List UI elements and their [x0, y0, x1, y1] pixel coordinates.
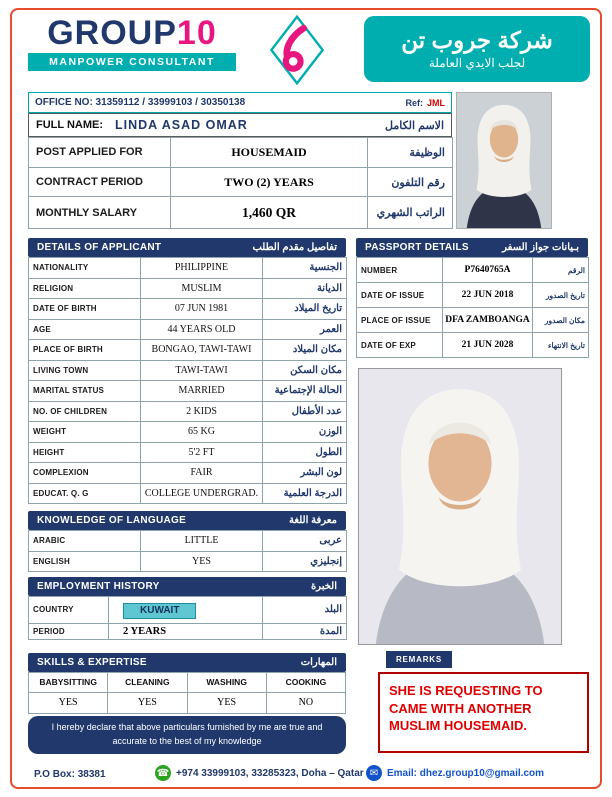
skill-value: YES	[108, 692, 187, 713]
company-name-box	[364, 16, 590, 82]
section-title: EMPLOYMENT HISTORY	[37, 581, 160, 592]
table-row	[29, 531, 347, 552]
language-value: YES	[141, 551, 263, 572]
passport-label: NUMBER	[357, 258, 443, 283]
language-label-ar: إنجليزي	[263, 551, 347, 572]
office-number-bar	[28, 92, 452, 113]
detail-value: BONGAO, TAWI-TAWI	[141, 340, 263, 361]
table-row	[357, 333, 589, 358]
table-row	[29, 360, 347, 381]
table-row	[29, 299, 347, 320]
application-label-ar: الراتب الشهري	[368, 197, 453, 229]
table-row	[29, 673, 346, 693]
section-header-details	[28, 238, 346, 257]
skill-value: NO	[266, 692, 345, 713]
detail-label: COMPLEXION	[29, 463, 141, 484]
detail-value: TAWI-TAWI	[141, 360, 263, 381]
section-title: DETAILS OF APPLICANT	[37, 242, 162, 253]
phone-icon: ☎	[155, 765, 171, 781]
application-label-ar: الوظيفة	[368, 138, 453, 168]
detail-label: NO. OF CHILDREN	[29, 401, 141, 422]
application-label: CONTRACT PERIOD	[29, 167, 171, 197]
email-text: Email: dhez.group10@gmail.com	[387, 767, 545, 779]
section-title-ar: معرفة اللغة	[289, 515, 337, 526]
table-row	[357, 283, 589, 308]
detail-label-ar: عدد الأطفال	[263, 401, 347, 422]
section-header-skills	[28, 653, 346, 672]
language-label: ARABIC	[29, 531, 141, 552]
passport-table	[356, 257, 589, 358]
skill-column: WASHING	[187, 673, 266, 693]
section-header-employment	[28, 577, 346, 596]
passport-label: DATE OF EXP	[357, 333, 443, 358]
language-label: ENGLISH	[29, 551, 141, 572]
section-header-passport	[356, 238, 588, 257]
table-row	[29, 258, 347, 279]
employment-table	[28, 596, 347, 640]
details-table	[28, 257, 347, 504]
detail-label: PLACE OF BIRTH	[29, 340, 141, 361]
employment-label-ar: البلد	[263, 597, 347, 624]
applicant-photo-small	[456, 92, 552, 229]
company-name-arabic: شركة جروب تن	[401, 26, 553, 53]
skill-column: CLEANING	[108, 673, 187, 693]
table-row	[29, 551, 347, 572]
language-value: LITTLE	[141, 531, 263, 552]
detail-label-ar: العمر	[263, 319, 347, 340]
employment-value: 2 YEARS	[109, 623, 263, 639]
passport-label-ar: تاريخ الانتهاء	[533, 333, 589, 358]
application-label-ar: رقم التلفون	[368, 167, 453, 197]
table-row	[29, 422, 347, 443]
skill-column: BABYSITTING	[29, 673, 108, 693]
remarks-box	[378, 672, 589, 753]
section-title: SKILLS & EXPERTISE	[37, 657, 147, 668]
table-row	[29, 597, 347, 624]
section-title-ar: تفاصيل مقدم الطلب	[252, 242, 337, 253]
section-title-ar: بـيانات جواز السفر	[502, 242, 579, 253]
skills-table	[28, 672, 346, 714]
declaration-text: I hereby declare that above particulars furnished by me are true and accurate to the best of my knowledge	[51, 722, 323, 746]
detail-value: MARRIED	[141, 381, 263, 402]
employment-country-chip: KUWAIT	[123, 603, 196, 619]
detail-label-ar: الطول	[263, 442, 347, 463]
footer-phone	[155, 765, 364, 781]
passport-value: DFA ZAMBOANGA	[443, 308, 533, 333]
section-header-language	[28, 511, 346, 530]
table-row	[29, 138, 453, 168]
logo-group-text: GROUP	[47, 14, 177, 52]
logo-subtitle: MANPOWER CONSULTANT	[28, 53, 236, 71]
declaration-box	[28, 716, 346, 754]
detail-label-ar: لون البشر	[263, 463, 347, 484]
footer-email	[366, 765, 544, 781]
detail-value: 44 YEARS OLD	[141, 319, 263, 340]
office-numbers: OFFICE NO: 31359112 / 33999103 / 30350138	[35, 97, 246, 108]
detail-label: NATIONALITY	[29, 258, 141, 279]
table-row	[29, 319, 347, 340]
full-name-value: LINDA ASAD OMAR	[115, 118, 248, 132]
logo-wordmark	[28, 16, 236, 50]
application-table	[28, 137, 453, 229]
company-tagline-arabic: لجلب الايدي العاملة	[428, 56, 526, 71]
passport-label: PLACE OF ISSUE	[357, 308, 443, 333]
table-row	[29, 442, 347, 463]
detail-label-ar: الديانة	[263, 278, 347, 299]
detail-label: DATE OF BIRTH	[29, 299, 141, 320]
table-row	[29, 401, 347, 422]
detail-value: 5'2 FT	[141, 442, 263, 463]
detail-label-ar: الجنسية	[263, 258, 347, 279]
full-name-label-ar: الاسم الكامل	[385, 119, 444, 132]
ref-label: Ref:	[405, 97, 423, 108]
section-title-ar: المهارات	[300, 657, 337, 668]
table-row	[29, 692, 346, 713]
detail-label-ar: مكان الميلاد	[263, 340, 347, 361]
remarks-tag: REMARKS	[386, 651, 452, 668]
detail-value: MUSLIM	[141, 278, 263, 299]
passport-value: P7640765A	[443, 258, 533, 283]
detail-label: MARITAL STATUS	[29, 381, 141, 402]
application-value: 1,460 QR	[171, 197, 368, 229]
table-row	[29, 340, 347, 361]
phone-text: +974 33999103, 33285323, Doha – Qatar	[176, 767, 364, 779]
table-row	[29, 381, 347, 402]
employment-label: COUNTRY	[29, 597, 109, 624]
language-label-ar: عربى	[263, 531, 347, 552]
passport-value: 21 JUN 2028	[443, 333, 533, 358]
skill-column: COOKING	[266, 673, 345, 693]
applicant-photo-large	[358, 368, 562, 645]
detail-label: WEIGHT	[29, 422, 141, 443]
detail-label: EDUCAT. Q. G	[29, 483, 141, 504]
table-row	[29, 167, 453, 197]
detail-value: 07 JUN 1981	[141, 299, 263, 320]
po-box-text: P.O Box: 38381	[34, 769, 106, 780]
detail-label: RELIGION	[29, 278, 141, 299]
ref-value: JML	[427, 97, 445, 108]
passport-label-ar: الرقم	[533, 258, 589, 283]
application-value: HOUSEMAID	[171, 138, 368, 168]
application-label: MONTHLY SALARY	[29, 197, 171, 229]
detail-label-ar: الدرجة العلمية	[263, 483, 347, 504]
passport-label: DATE OF ISSUE	[357, 283, 443, 308]
full-name-row	[28, 113, 452, 137]
section-title: KNOWLEDGE OF LANGUAGE	[37, 515, 187, 526]
email-icon: ✉	[366, 765, 382, 781]
detail-label-ar: مكان السكن	[263, 360, 347, 381]
employment-label: PERIOD	[29, 623, 109, 639]
table-row	[29, 278, 347, 299]
detail-label: HEIGHT	[29, 442, 141, 463]
table-row	[29, 197, 453, 229]
remarks-text: SHE IS REQUESTING TO CAME WITH ANOTHER MUSLIM HOUSEMAID.	[389, 683, 543, 734]
detail-value: 65 KG	[141, 422, 263, 443]
passport-label-ar: مكان الصدور	[533, 308, 589, 333]
passport-value: 22 JUN 2018	[443, 283, 533, 308]
detail-value: FAIR	[141, 463, 263, 484]
table-row	[29, 463, 347, 484]
detail-label-ar: تاريخ الميلاد	[263, 299, 347, 320]
brand-diamond-icon	[258, 12, 336, 88]
detail-value: PHILIPPINE	[141, 258, 263, 279]
employment-value-cell	[109, 597, 263, 624]
section-title: PASSPORT DETAILS	[365, 242, 469, 253]
section-title-ar: الخبرة	[310, 581, 337, 592]
table-row	[29, 483, 347, 504]
passport-label-ar: تاريخ الصدور	[533, 283, 589, 308]
company-logo	[28, 16, 236, 71]
full-name-label: FULL NAME:	[36, 119, 104, 131]
language-table	[28, 530, 347, 572]
skill-value: YES	[29, 692, 108, 713]
detail-label: LIVING TOWN	[29, 360, 141, 381]
detail-label: AGE	[29, 319, 141, 340]
detail-value: 2 KIDS	[141, 401, 263, 422]
detail-label-ar: الوزن	[263, 422, 347, 443]
application-value: TWO (2) YEARS	[171, 167, 368, 197]
skill-value: YES	[187, 692, 266, 713]
table-row	[357, 258, 589, 283]
detail-value: COLLEGE UNDERGRAD.	[141, 483, 263, 504]
table-row	[357, 308, 589, 333]
employment-label-ar: المدة	[263, 623, 347, 639]
application-label: POST APPLIED FOR	[29, 138, 171, 168]
detail-label-ar: الحالة الإجتماعية	[263, 381, 347, 402]
table-row	[29, 623, 347, 639]
logo-ten-text: 10	[176, 14, 217, 52]
